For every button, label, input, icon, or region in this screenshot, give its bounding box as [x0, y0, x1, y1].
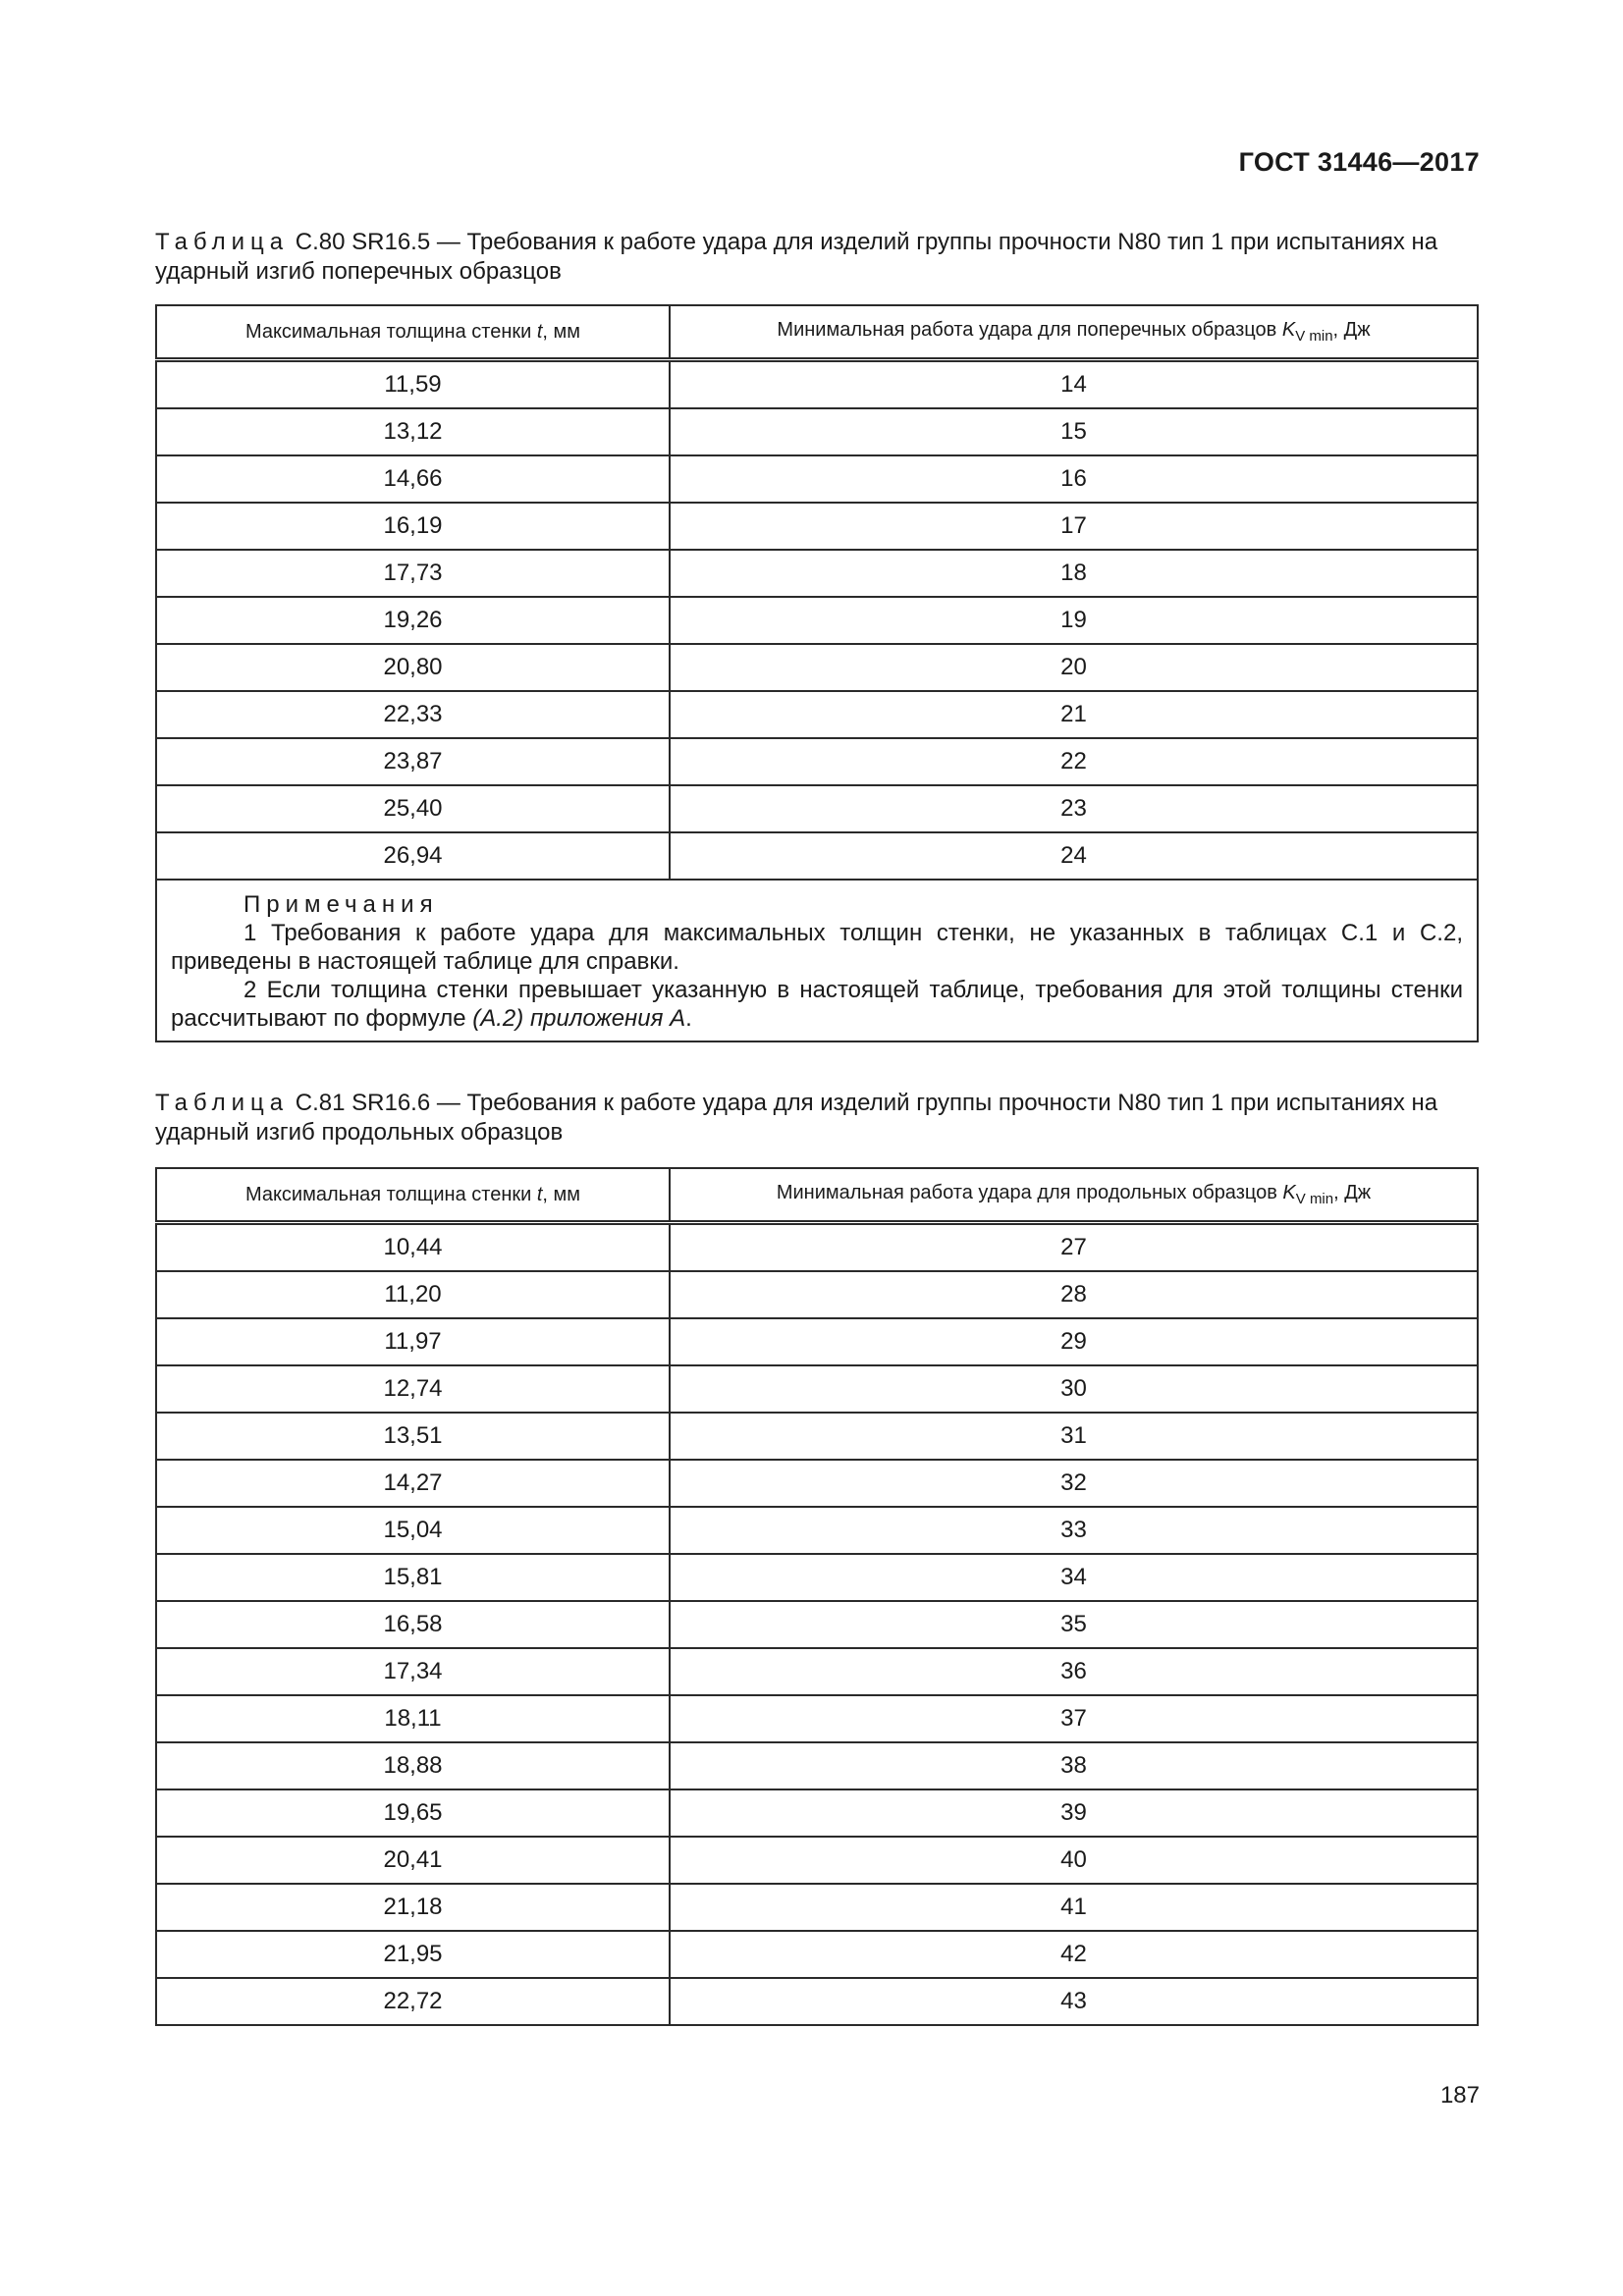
- impact-energy-cell: 30: [670, 1365, 1478, 1413]
- impact-energy-cell: 32: [670, 1460, 1478, 1507]
- table-row: [156, 691, 1478, 738]
- thickness-cell: 18,88: [156, 1742, 670, 1789]
- notes-heading: Примечания: [243, 891, 439, 918]
- table-row: [156, 1507, 1478, 1554]
- impact-energy-cell: 22: [670, 738, 1478, 785]
- table-row: [156, 360, 1478, 409]
- table-row: [156, 1223, 1478, 1272]
- thickness-cell: 14,27: [156, 1460, 670, 1507]
- thickness-cell: 11,97: [156, 1318, 670, 1365]
- impact-energy-cell: 24: [670, 832, 1478, 880]
- thickness-cell: 25,40: [156, 785, 670, 832]
- thickness-cell: 26,94: [156, 832, 670, 880]
- impact-energy-cell: 31: [670, 1413, 1478, 1460]
- note-2: 2 Если толщина стенки превышает указанную в настоящей таблице, требования для этой толщины стенки рассчитывают по формуле (А.2) приложения А.: [171, 977, 1463, 1032]
- impact-energy-cell: 40: [670, 1837, 1478, 1884]
- thickness-cell: 15,04: [156, 1507, 670, 1554]
- thickness-cell: 12,74: [156, 1365, 670, 1413]
- caption-text: C.81 SR16.6 — Требования к работе удара для изделий группы прочности N80 тип 1 при испытаниях на ударный изгиб продольных образцов: [155, 1090, 1438, 1146]
- document-header: ГОСТ 31446—2017: [1238, 147, 1480, 177]
- table-row: [156, 1318, 1478, 1365]
- impact-energy-cell: 28: [670, 1271, 1478, 1318]
- column-header-thickness: Максимальная толщина стенки t, мм: [156, 1168, 670, 1223]
- table-row: [156, 1460, 1478, 1507]
- thickness-cell: 22,72: [156, 1978, 670, 2025]
- impact-energy-cell: 33: [670, 1507, 1478, 1554]
- table-row: [156, 1884, 1478, 1931]
- impact-energy-cell: 16: [670, 455, 1478, 503]
- table-row: [156, 550, 1478, 597]
- thickness-cell: 23,87: [156, 738, 670, 785]
- thickness-cell: 16,19: [156, 503, 670, 550]
- table-row: [156, 1365, 1478, 1413]
- impact-energy-cell: 34: [670, 1554, 1478, 1601]
- table-row: [156, 455, 1478, 503]
- table-row: [156, 503, 1478, 550]
- column-header-thickness: Максимальная толщина стенки t, мм: [156, 305, 670, 360]
- thickness-cell: 21,18: [156, 1884, 670, 1931]
- thickness-cell: 17,73: [156, 550, 670, 597]
- impact-energy-cell: 17: [670, 503, 1478, 550]
- column-header-impact-energy: Минимальная работа удара для поперечных образцов $K_{V min}$, Дж: [670, 305, 1478, 360]
- thickness-cell: 18,11: [156, 1695, 670, 1742]
- caption-label: Таблица: [155, 1090, 290, 1116]
- table-row: [156, 832, 1478, 880]
- table-row: [156, 1742, 1478, 1789]
- thickness-cell: 11,59: [156, 360, 670, 409]
- table-c81-caption: [155, 1089, 1477, 1148]
- thickness-cell: 16,58: [156, 1601, 670, 1648]
- impact-energy-cell: 19: [670, 597, 1478, 644]
- table-c80-caption: [155, 228, 1477, 287]
- notes-row: [156, 880, 1478, 1041]
- thickness-cell: 15,81: [156, 1554, 670, 1601]
- table-c81: [155, 1167, 1479, 2026]
- table-row: [156, 644, 1478, 691]
- thickness-cell: 22,33: [156, 691, 670, 738]
- table-c80: [155, 304, 1479, 1042]
- caption-label: Таблица: [155, 229, 290, 255]
- table-row: [156, 1601, 1478, 1648]
- table-row: [156, 408, 1478, 455]
- table-row: [156, 1789, 1478, 1837]
- table-row: [156, 1413, 1478, 1460]
- thickness-cell: 11,20: [156, 1271, 670, 1318]
- thickness-cell: 19,65: [156, 1789, 670, 1837]
- table-notes: [156, 880, 1478, 1041]
- caption-text: C.80 SR16.5 — Требования к работе удара для изделий группы прочности N80 тип 1 при испытаниях на ударный изгиб поперечных образцов: [155, 229, 1438, 285]
- impact-energy-cell: 37: [670, 1695, 1478, 1742]
- impact-energy-cell: 35: [670, 1601, 1478, 1648]
- thickness-cell: 14,66: [156, 455, 670, 503]
- impact-energy-cell: 15: [670, 408, 1478, 455]
- thickness-cell: 13,12: [156, 408, 670, 455]
- impact-energy-cell: 29: [670, 1318, 1478, 1365]
- table-row: [156, 1978, 1478, 2025]
- impact-energy-cell: 18: [670, 550, 1478, 597]
- table-row: [156, 1554, 1478, 1601]
- thickness-cell: 20,80: [156, 644, 670, 691]
- thickness-cell: 10,44: [156, 1223, 670, 1272]
- table-row: [156, 1695, 1478, 1742]
- impact-energy-cell: 20: [670, 644, 1478, 691]
- table-row: [156, 1931, 1478, 1978]
- table-row: [156, 1271, 1478, 1318]
- impact-energy-cell: 14: [670, 360, 1478, 409]
- thickness-cell: 13,51: [156, 1413, 670, 1460]
- impact-energy-cell: 43: [670, 1978, 1478, 2025]
- impact-energy-cell: 36: [670, 1648, 1478, 1695]
- impact-energy-cell: 41: [670, 1884, 1478, 1931]
- table-header-row: [156, 1168, 1478, 1223]
- note-1: 1 Требования к работе удара для максимальных толщин стенки, не указанных в таблицах С.1 и С.2, приведены в настоящей таблице для справки.: [171, 920, 1463, 975]
- table-row: [156, 785, 1478, 832]
- table-row: [156, 1837, 1478, 1884]
- thickness-cell: 21,95: [156, 1931, 670, 1978]
- column-header-impact-energy: Минимальная работа удара для продольных образцов $K_{V min}$, Дж: [670, 1168, 1478, 1223]
- thickness-cell: 19,26: [156, 597, 670, 644]
- thickness-cell: 17,34: [156, 1648, 670, 1695]
- impact-energy-cell: 39: [670, 1789, 1478, 1837]
- table-row: [156, 738, 1478, 785]
- impact-energy-cell: 27: [670, 1223, 1478, 1272]
- page-number: 187: [1439, 2082, 1480, 2109]
- impact-energy-cell: 38: [670, 1742, 1478, 1789]
- table-row: [156, 1648, 1478, 1695]
- impact-energy-cell: 42: [670, 1931, 1478, 1978]
- impact-energy-cell: 21: [670, 691, 1478, 738]
- thickness-cell: 20,41: [156, 1837, 670, 1884]
- table-row: [156, 597, 1478, 644]
- table-header-row: [156, 305, 1478, 360]
- impact-energy-cell: 23: [670, 785, 1478, 832]
